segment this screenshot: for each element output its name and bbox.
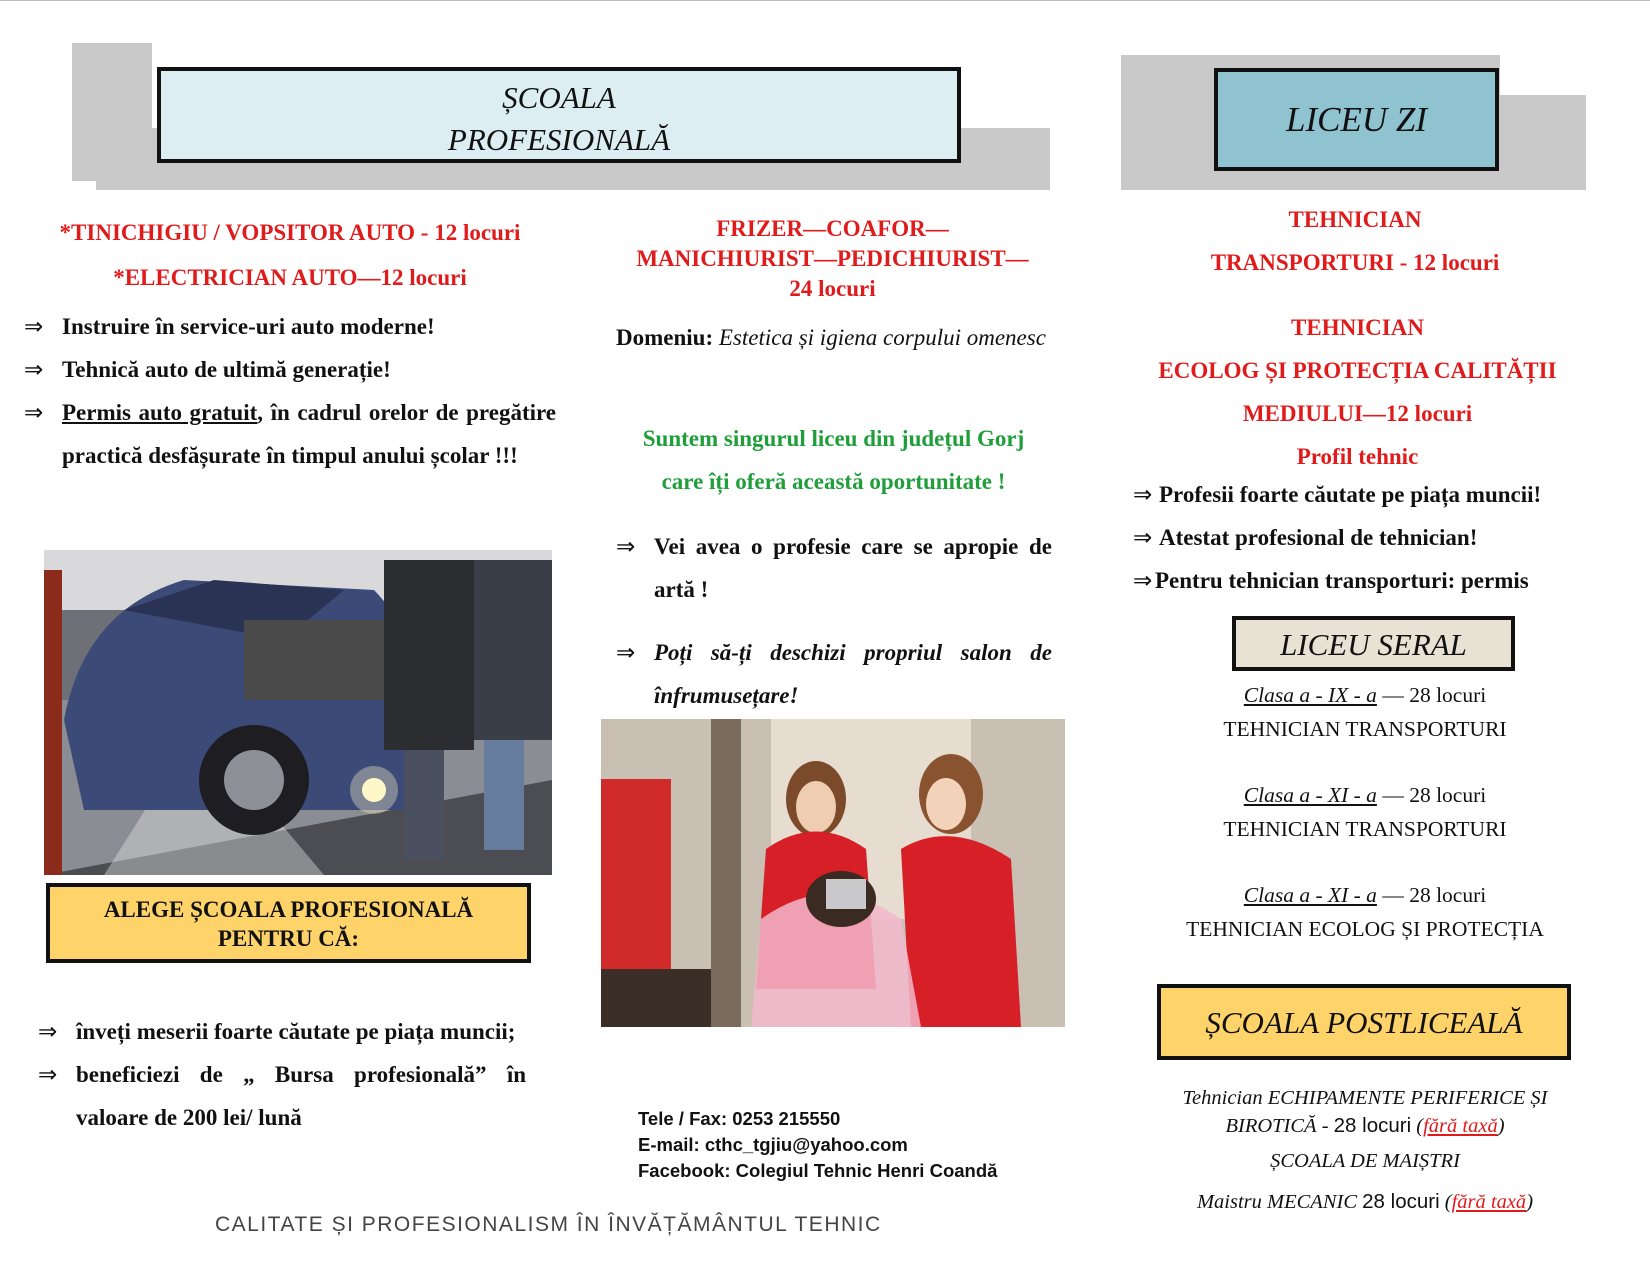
- qualification-frizer: FRIZER—COAFOR— MANICHIURIST—PEDICHIURIST— 24 locuri: [636, 216, 1029, 301]
- liceu-seral-header: LICEU SERAL: [1232, 616, 1515, 671]
- qualification-transporturi: TEHNICIAN TRANSPORTURI - 12 locuri: [1210, 207, 1500, 275]
- arrow-icon: ⇒: [1133, 568, 1153, 593]
- domain-text: Domeniu: Estetica și igiena corpului omenesc: [616, 325, 1046, 350]
- arrow-icon: ⇒: [616, 640, 636, 665]
- why-choose-box: [46, 883, 531, 963]
- scoala-postliceala-header: ȘCOALA POSTLICEALĂ: [1157, 984, 1571, 1060]
- header-line-1: ȘCOALA: [502, 80, 616, 115]
- why-box-line-2: PENTRU CĂ:: [217, 926, 360, 951]
- why-box-line-1: ALEGE ȘCOALA PROFESIONALĂ: [103, 897, 474, 922]
- arrow-icon: ⇒: [38, 1019, 58, 1044]
- list-item: Clasa a - IX - a — 28 locuri TEHNICIAN TRANSPORTURI: [1223, 683, 1507, 741]
- right-benefits-list: [1133, 473, 1593, 602]
- maistri-text: Maistru MECANIC 28 locuri (fără taxă): [1196, 1190, 1534, 1213]
- list-item: ⇒ Instruire în service-uri auto moderne!: [24, 305, 556, 348]
- car-workshop-photo: [44, 550, 552, 875]
- top-border: [0, 0, 1650, 1]
- contact-phone: Tele / Fax: 0253 215550: [638, 1108, 841, 1129]
- middle-benefits-list: [616, 525, 1052, 717]
- arrow-icon: ⇒: [38, 1062, 58, 1087]
- left-benefits-list: [24, 305, 556, 477]
- liceu-zi-header: LICEU ZI: [1214, 68, 1499, 171]
- list-item: ⇒ Pentru tehnician transporturi: permis: [1133, 559, 1593, 602]
- seral-list: [1120, 680, 1610, 980]
- arrow-icon: ⇒: [24, 400, 44, 425]
- list-item: ⇒ Profesii foarte căutate pe piața muncii!: [1133, 473, 1593, 516]
- list-item: ⇒ Poți să-ți deschizi propriul salon de înfrumusețare!: [616, 631, 1052, 717]
- postliceala-text: Tehnician ECHIPAMENTE PERIFERICE ȘI BIROTICĂ - 28 locuri (fără taxă): [1182, 1087, 1548, 1137]
- contact-info: [638, 1106, 1078, 1184]
- list-item: ⇒ Tehnică auto de ultimă generație!: [24, 348, 556, 391]
- list-item: ⇒ Permis auto gratuit, în cadrul orelor de pregătire practică desfășurate în timpul anului școlar !!!: [24, 391, 556, 477]
- unique-offer-text: Suntem singurul liceu din județul Gorj care îți oferă această oportunitate !: [642, 426, 1025, 494]
- arrow-icon: ⇒: [24, 314, 44, 339]
- list-item: Clasa a - XI - a — 28 locuri TEHNICIAN ECOLOG ȘI PROTECȚIA: [1186, 883, 1544, 941]
- arrow-icon: ⇒: [616, 534, 636, 559]
- header-line-2: PROFESIONALĂ: [447, 122, 671, 157]
- footer-motto: CALITATE ȘI PROFESIONALISM ÎN ÎNVĂȚĂMÂNTUL TEHNIC: [215, 1213, 882, 1236]
- scoala-maistri-title: ȘCOALA DE MAIȘTRI: [1270, 1150, 1460, 1172]
- list-item: ⇒ Atestat profesional de tehnician!: [1133, 516, 1593, 559]
- arrow-icon: ⇒: [24, 357, 44, 382]
- arrow-icon: ⇒: [1133, 525, 1153, 550]
- why-list: [38, 1010, 526, 1139]
- arrow-icon: ⇒: [1133, 482, 1153, 507]
- liceu-zi-shadow-2: [1500, 55, 1586, 95]
- list-item: Clasa a - XI - a — 28 locuri TEHNICIAN TRANSPORTURI: [1223, 783, 1507, 841]
- hair-salon-photo: [601, 719, 1065, 1027]
- qualification-electrician: *ELECTRICIAN AUTO—12 locuri: [113, 265, 467, 290]
- qualification-ecolog: TEHNICIAN ECOLOG ȘI PROTECȚIA CALITĂȚII MEDIULUI—12 locuri Profil tehnic: [1158, 315, 1557, 469]
- list-item: ⇒ Vei avea o profesie care se apropie de artă !: [616, 525, 1052, 611]
- scoala-profesionala-header: [157, 67, 961, 163]
- list-item: ⇒ beneficiezi de „ Bursa profesională” în valoare de 200 lei/ lună: [38, 1053, 526, 1139]
- contact-facebook: Facebook: Colegiul Tehnic Henri Coandă: [638, 1160, 998, 1181]
- qualification-tinichigiu: *TINICHIGIU / VOPSITOR AUTO - 12 locuri: [59, 220, 521, 245]
- list-item: ⇒ înveți meserii foarte căutate pe piața muncii;: [38, 1010, 526, 1053]
- contact-email: E-mail: cthc_tgjiu@yahoo.com: [638, 1134, 908, 1155]
